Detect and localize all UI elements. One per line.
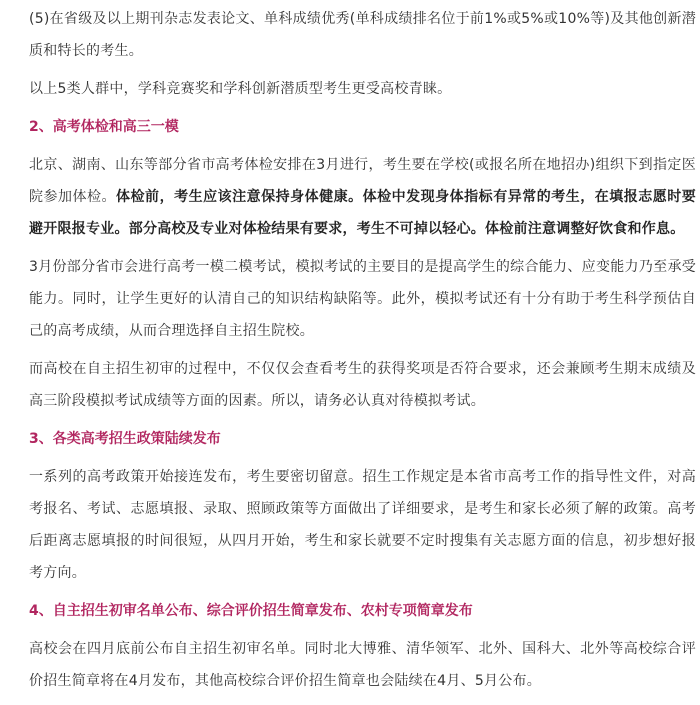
section-heading-admission-policies: 3、各类高考招生政策陆续发布 bbox=[29, 431, 221, 447]
paragraph-physical-exam bbox=[29, 149, 696, 245]
paragraph-preliminary-review: 而高校在自主招生初审的过程中，不仅仅会查看考生的获得奖项是否符合要求，还会兼顾考生期末成绩及高三阶段模拟考试成绩等方面的因素。所以，请务必认真对待模拟考试。 bbox=[29, 361, 696, 409]
physical-exam-tip-1: 体检前，考生应该注意保持身体健康。 bbox=[116, 189, 363, 205]
physical-exam-tip-3: 部分高校及专业对体检结果有要求，考生不可掉以轻心。 bbox=[128, 221, 485, 237]
paragraph-preliminary-list: 高校会在四月底前公布自主招生初审名单。同时北大博雅、清华领军、北外、国科大、北外等高校综合评价招生简章将在4月发布，其他高校综合评价招生简章也会陆续在4月、5月公布。 bbox=[29, 641, 696, 689]
paragraph-admission-policies: 一系列的高考政策开始接连发布，考生要密切留意。招生工作规定是本省市高考工作的指导性文件，对高考报名、考试、志愿填报、录取、照顾政策等方面做出了详细要求，是考生和家长必须了解的政策。高考后距离志愿填报的时间很短，从四月开始，考生和家长就要不定时搜集有关志愿方面的信息，初步想好报考方向。 bbox=[29, 469, 696, 581]
paragraph-summary-five-groups: 以上5类人群中，学科竞赛奖和学科创新潜质型考生更受高校青睐。 bbox=[29, 81, 452, 97]
section-heading-preliminary-list: 4、自主招生初审名单公布、综合评价招生简章发布、农村专项简章发布 bbox=[29, 603, 473, 619]
article-body bbox=[29, 3, 696, 703]
paragraph-mock-exam: 3月份部分省市会进行高考一模二模考试，模拟考试的主要目的是提高学生的综合能力、应变能力乃至承受能力。同时，让学生更好的认清自己的知识结构缺陷等。此外，模拟考试还有十分有助于考生科学预估自己的高考成绩，从而合理选择自主招生院校。 bbox=[29, 259, 696, 339]
paragraph-innovation-candidates: (5)在省级及以上期刊杂志发表论文、单科成绩优秀(单科成绩排名位于前1%或5%或10%等)及其他创新潜质和特长的考生。 bbox=[29, 11, 696, 59]
physical-exam-intro: 北京、湖南、山东等部分省市高考体检安排在3月进行，考生要在学校(或报名所在地招办)组织下到指定医院参加体检。 bbox=[29, 157, 696, 205]
section-heading-physical-exam: 2、高考体检和高三一模 bbox=[29, 119, 179, 135]
physical-exam-tip-2: 体检中发现身体指标有异常的考生，在填报志愿时要避开限报专业。 bbox=[29, 189, 697, 237]
physical-exam-tip-4: 体检前注意调整好饮食和作息。 bbox=[485, 221, 685, 237]
